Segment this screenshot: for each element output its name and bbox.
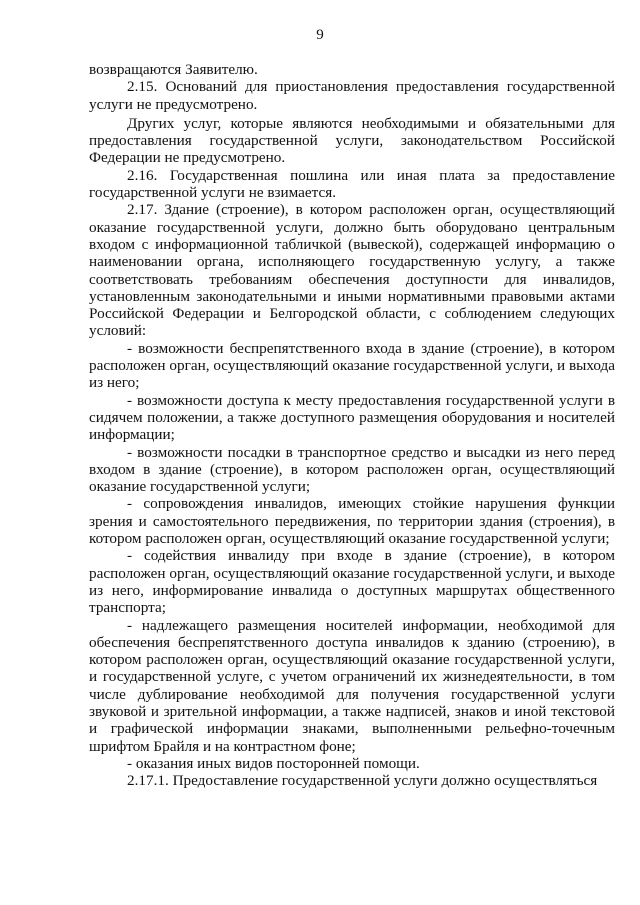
- paragraph-other-services: Других услуг, которые являются необходимыми и обязательными для предоставления государственной услуги, законодательством Российской Федерации не предусмотрено.: [89, 114, 615, 167]
- paragraph-2-17: 2.17. Здание (строение), в котором расположен орган, осуществляющий оказание государственной услуги, должно быть оборудовано центральным входом с информационной табличкой (вывеской), содержащей информацию о наименовании органа, исполняющего государственную услугу, а также соответствовать требованиям обеспечения доступности для инвалидов, установленным законодательными и иными нормативными правовыми актами Российской Федерации и Белгородской области, с соблюдением следующих условий:: [89, 201, 615, 340]
- paragraph-2-17-1: 2.17.1. Предоставление государственной услуги должно осуществляться: [127, 772, 598, 790]
- page-number: 9: [316, 27, 324, 43]
- list-item-information-carriers: - надлежащего размещения носителей информации, необходимой для обеспечения беспрепятственного доступа инвалидов к зданию (строению), в котором расположен орган, осуществляющий оказание государственной услуги, и государственной услуге, с учетом ограничений их жизнедеятельности, в том числе дублирование необходимой для получения государственной услуги звуковой и зрительной информации, а также надписей, знаков и иной текстовой и графической информации знаками, выполненными рельефно-точечным шрифтом Брайля и на контрастном фоне;: [89, 616, 615, 755]
- list-item-escort: - сопровождения инвалидов, имеющих стойкие нарушения функции зрения и самостоятельного передвижения, по территории здания (строения), в котором расположен орган, осуществляющий оказание государственной услуги;: [89, 495, 615, 548]
- list-item-seated-access: - возможности доступа к месту предоставления государственной услуги в сидячем положении, а также доступного размещения оборудования и носителей информации;: [89, 391, 615, 444]
- paragraph-continuation: возвращаются Заявителю.: [89, 61, 258, 78]
- document-body: [89, 61, 615, 789]
- list-item-other-help: - оказания иных видов посторонней помощи.: [127, 754, 420, 772]
- list-item-entrance: - возможности беспрепятственного входа в здание (строение), в котором расположен орган, осуществляющий оказание государственной услуги, и выхода из него;: [89, 339, 615, 392]
- list-item-transport: - возможности посадки в транспортное средство и высадки из него перед входом в здание (строение), в котором расположен орган, осуществляющий оказание государственной услуги;: [89, 443, 615, 496]
- paragraph-2-15: 2.15. Оснований для приостановления предоставления государственной услуги не предусмотрено.: [89, 78, 615, 113]
- list-item-assistance: - содействия инвалиду при входе в здание (строение), в котором расположен орган, осуществляющий оказание государственной услуги, и выходе из него, информирование инвалида о доступных маршрутах общественного транспорта;: [89, 547, 615, 617]
- paragraph-2-16: 2.16. Государственная пошлина или иная плата за предоставление государственной услуги не взимается.: [89, 166, 615, 202]
